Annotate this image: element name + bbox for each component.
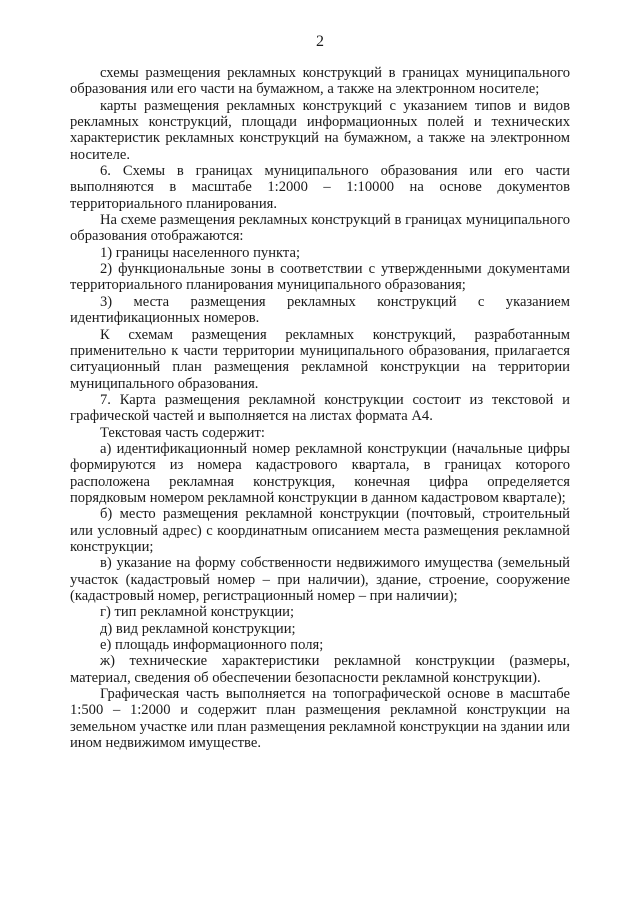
document-body — [70, 65, 570, 751]
list-item-v: в) указание на форму собственности недвижимого имущества (земельный участок (кадастровый номер – при наличии), здание, строение, сооружение (кадастровый номер, регистрационный номер – при наличии); — [70, 555, 570, 604]
list-item-a: а) идентификационный номер рекламной конструкции (начальные цифры формируются из номера кадастрового квартала, в границах которого расположена рекламная конструкция, конечная цифра определяется порядковым номером рекламной конструкции в данном кадастровом квартале); — [70, 440, 570, 506]
list-item-g: г) тип рекламной конструкции; — [100, 604, 295, 621]
list-item-zh: ж) технические характеристики рекламной конструкции (размеры, материал, сведения об обеспечении безопасности рекламной конструкции). — [70, 653, 570, 686]
paragraph-schemes-media: схемы размещения рекламных конструкций в границах муниципального образования или его части на бумажном, а также на электронном носителе; — [70, 65, 570, 98]
paragraph-text-part-heading: Текстовая часть содержит: — [100, 424, 265, 441]
list-item-d: д) вид рекламной конструкции; — [100, 620, 296, 637]
paragraph-item-7: 7. Карта размещения рекламной конструкции состоит из текстовой и графической частей и выполняется на листах формата А4. — [70, 391, 570, 425]
list-item-1: 1) границы населенного пункта; — [100, 244, 301, 261]
paragraph-graphic-part: Графическая часть выполняется на топографической основе в масштабе 1:500 – 1:2000 и содержит план размещения рекламной конструкции на земельном участке или план размещения рекламной конструкции на здании или ином недвижимом имуществе. — [70, 686, 570, 752]
list-item-e: е) площадь информационного поля; — [100, 637, 324, 654]
list-item-2: 2) функциональные зоны в соответствии с утвержденными документами территориального планирования муниципального образования; — [70, 261, 570, 294]
paragraph-situational-plan: К схемам размещения рекламных конструкций, разработанным применительно к части территории муниципального образования, прилагается ситуационный план размещения рекламной конструкции на территории муниципального образования. — [70, 326, 570, 392]
page-number: 2 — [316, 33, 324, 50]
paragraph-item-6: 6. Схемы в границах муниципального образования или его части выполняются в масштабе 1:2000 – 1:10000 на основе документов территориального планирования. — [70, 163, 570, 212]
list-item-b: б) место размещения рекламной конструкции (почтовый, строительный или условный адрес) с координатным описанием места размещения рекламной конструкции; — [70, 506, 570, 555]
paragraph-scheme-displays: На схеме размещения рекламных конструкций в границах муниципального образования отображаются: — [70, 212, 570, 245]
list-item-3: 3) места размещения рекламных конструкций с указанием идентификационных номеров. — [70, 293, 570, 327]
paragraph-maps-media: карты размещения рекламных конструкций с указанием типов и видов рекламных конструкций, площади информационных полей и технических характеристик рекламных конструкций на бумажном, а также на электронном носителе. — [70, 97, 570, 163]
